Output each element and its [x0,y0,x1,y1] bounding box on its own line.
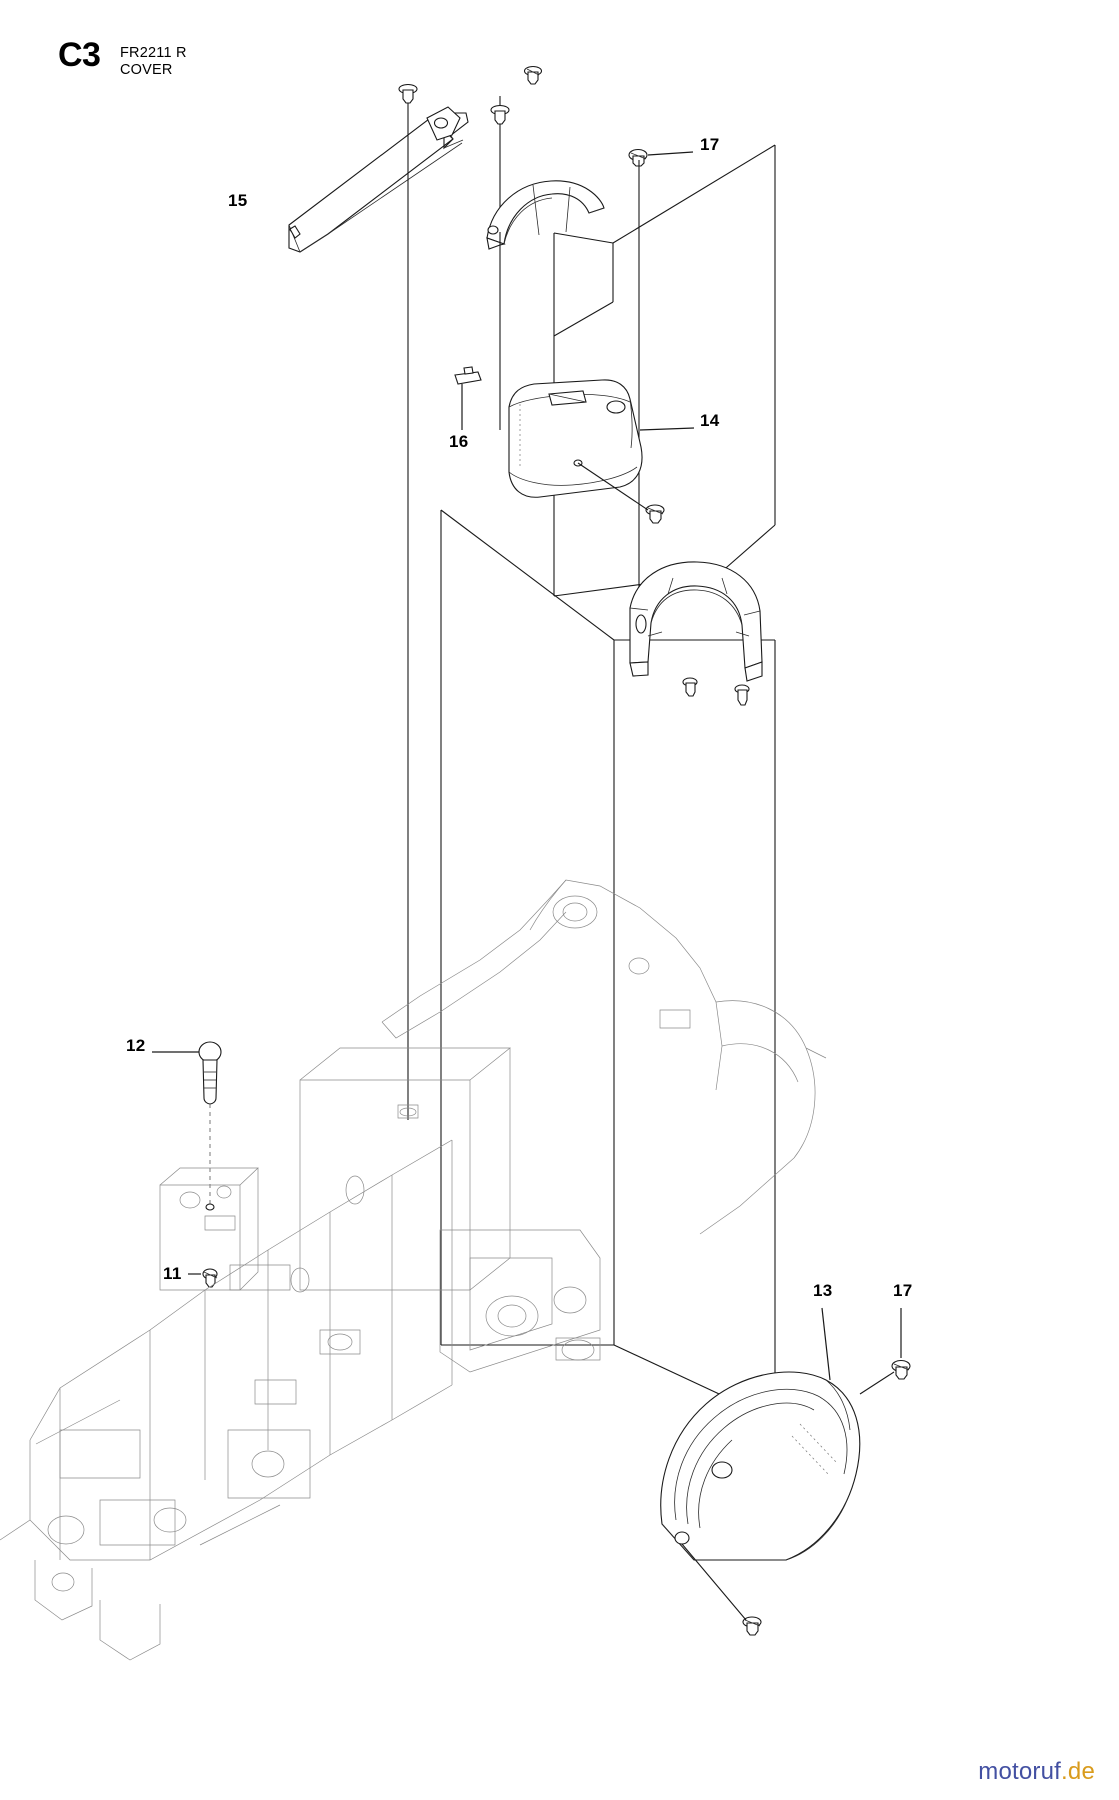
leader-17-top [648,152,693,155]
screw-15b [491,106,509,125]
part-15-cover-panel [289,107,468,252]
cowl-fastener-right [735,685,749,705]
callout-11: 11 [163,1264,182,1283]
part-steering-cowl [630,562,762,681]
leader-13 [822,1308,830,1380]
callout-15: 15 [228,191,248,210]
leader-14 [640,428,694,430]
part-11-bolt [203,1269,217,1287]
part-12-knob [199,1042,221,1104]
callout-17-bottom: 17 [893,1281,913,1300]
part-16-clip [455,367,481,384]
callout-12: 12 [126,1036,146,1055]
screw-14 [646,505,664,523]
callout-16: 16 [449,432,469,451]
assembly-guide-panels [408,145,775,1420]
part-12-mount-hole [206,1204,214,1210]
screw-15c [525,67,542,85]
screw-15a [399,85,417,104]
watermark-suffix: .de [1061,1758,1095,1785]
section-code: C3 [58,36,101,74]
model-name: FR2211 R [120,45,187,61]
watermark [978,1758,1095,1786]
cowl-fastener-left [683,678,697,696]
callout-17-top: 17 [700,135,720,154]
assembly-name: COVER [120,62,173,78]
part-13-side-cover [661,1372,860,1560]
part-17-top-fastener [629,150,647,167]
part-17-bottom-fastener [892,1361,910,1380]
axis-17-bottom [860,1372,894,1394]
callout-13: 13 [813,1281,833,1300]
watermark-main: motoruf [978,1758,1062,1785]
part-14-console-cover [509,380,642,497]
callout-14: 14 [700,411,720,430]
